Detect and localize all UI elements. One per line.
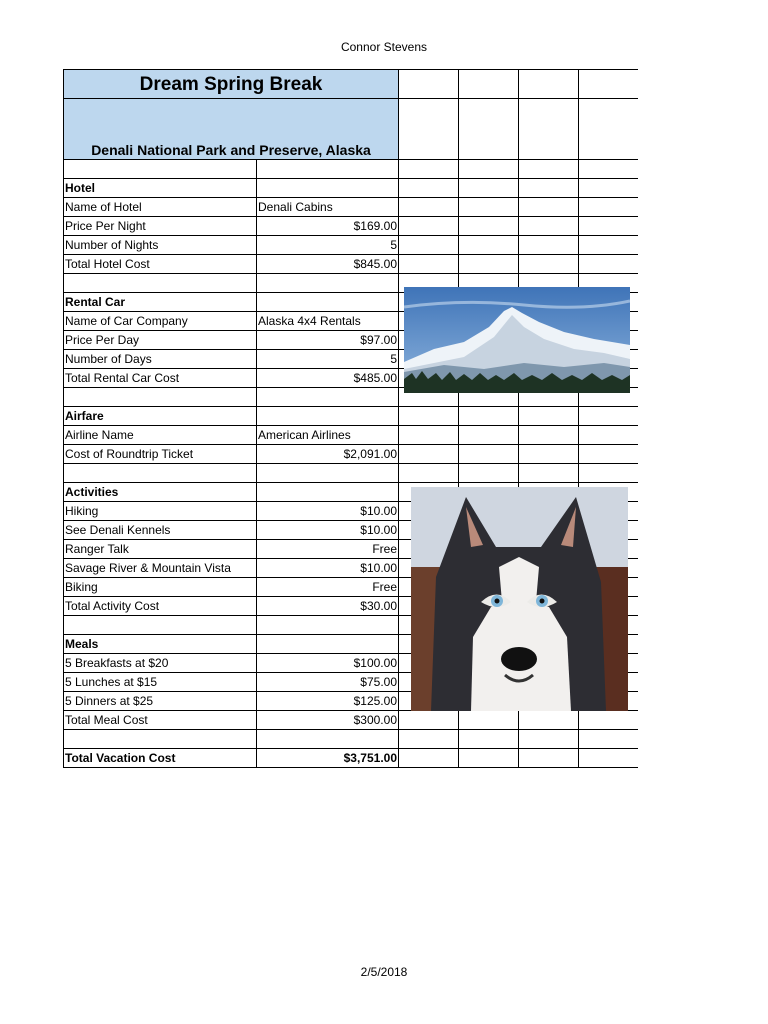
empty-cell[interactable] (399, 749, 459, 768)
empty-cell[interactable] (399, 255, 459, 274)
rental-car-item-label[interactable]: Total Rental Car Cost (64, 369, 257, 388)
rental-car-item-value[interactable]: $485.00 (257, 369, 399, 388)
hotel-item-row (64, 198, 639, 217)
airfare-item-row (64, 445, 639, 464)
empty-cell[interactable] (257, 730, 399, 749)
activity-item-label[interactable]: Biking (64, 578, 257, 597)
empty-cell[interactable] (399, 426, 459, 445)
meal-item-label[interactable]: 5 Breakfasts at $20 (64, 654, 257, 673)
denali-mountain-photo (404, 287, 630, 393)
empty-cell[interactable] (519, 464, 579, 483)
activity-item-value[interactable]: $30.00 (257, 597, 399, 616)
total-vacation-cost-label[interactable]: Total Vacation Cost (64, 749, 257, 768)
activity-item-value[interactable]: Free (257, 578, 399, 597)
empty-cell[interactable] (579, 426, 639, 445)
empty-cell[interactable] (579, 730, 639, 749)
empty-cell[interactable] (579, 198, 639, 217)
empty-cell[interactable] (459, 426, 519, 445)
rental-car-item-label[interactable]: Number of Days (64, 350, 257, 369)
meal-item-label[interactable]: 5 Dinners at $25 (64, 692, 257, 711)
empty-cell[interactable] (519, 255, 579, 274)
activity-item-value[interactable]: $10.00 (257, 521, 399, 540)
hotel-heading: Hotel (64, 179, 257, 198)
meal-item-value[interactable]: $100.00 (257, 654, 399, 673)
hotel-item-label[interactable]: Total Hotel Cost (64, 255, 257, 274)
empty-cell[interactable] (399, 445, 459, 464)
airfare-item-value[interactable]: American Airlines (257, 426, 399, 445)
empty-cell[interactable] (459, 464, 519, 483)
empty-cell[interactable] (257, 635, 399, 654)
empty-cell[interactable] (579, 217, 639, 236)
hotel-item-value[interactable]: $169.00 (257, 217, 399, 236)
empty-cell[interactable] (459, 711, 519, 730)
rental-car-item-label[interactable]: Price Per Day (64, 331, 257, 350)
empty-cell[interactable] (399, 730, 459, 749)
hotel-item-row (64, 217, 639, 236)
empty-cell[interactable] (579, 407, 639, 426)
empty-cell[interactable] (579, 179, 639, 198)
empty-cell[interactable] (579, 236, 639, 255)
meal-item-label[interactable]: 5 Lunches at $15 (64, 673, 257, 692)
activity-item-label[interactable]: Savage River & Mountain Vista (64, 559, 257, 578)
empty-cell[interactable] (459, 236, 519, 255)
empty-cell[interactable] (257, 407, 399, 426)
airfare-item-row (64, 426, 639, 445)
empty-cell[interactable] (399, 198, 459, 217)
activity-item-label[interactable]: Ranger Talk (64, 540, 257, 559)
empty-cell[interactable] (257, 464, 399, 483)
hotel-item-row (64, 236, 639, 255)
activity-item-value[interactable]: $10.00 (257, 502, 399, 521)
empty-cell[interactable] (519, 217, 579, 236)
empty-cell[interactable] (64, 616, 257, 635)
page-header-author: Connor Stevens (340, 40, 428, 54)
empty-cell[interactable] (399, 711, 459, 730)
empty-cell[interactable] (519, 445, 579, 464)
rental-car-item-label[interactable]: Name of Car Company (64, 312, 257, 331)
empty-cell[interactable] (257, 274, 399, 293)
activity-item-label[interactable]: Total Activity Cost (64, 597, 257, 616)
empty-cell[interactable] (399, 217, 459, 236)
rental-car-item-value[interactable]: Alaska 4x4 Rentals (257, 312, 399, 331)
empty-cell[interactable] (257, 179, 399, 198)
meal-heading: Meals (64, 635, 257, 654)
activity-item-label[interactable]: Hiking (64, 502, 257, 521)
total-vacation-cost-row (64, 749, 639, 768)
activity-heading: Activities (64, 483, 257, 502)
blank-row (64, 464, 639, 483)
empty-cell[interactable] (519, 198, 579, 217)
empty-cell[interactable] (459, 445, 519, 464)
rental-car-item-value[interactable]: $97.00 (257, 331, 399, 350)
blank-row (64, 160, 639, 179)
empty-cell[interactable] (64, 730, 257, 749)
empty-cell[interactable] (459, 407, 519, 426)
hotel-item-value[interactable]: 5 (257, 236, 399, 255)
blank-row (64, 730, 639, 749)
empty-cell[interactable] (399, 236, 459, 255)
page-footer-date: 2/5/2018 (360, 965, 408, 979)
meal-item-row (64, 711, 639, 730)
total-vacation-cost-value[interactable]: $3,751.00 (257, 749, 399, 768)
meal-item-label[interactable]: Total Meal Cost (64, 711, 257, 730)
empty-cell[interactable] (579, 255, 639, 274)
sheet-subtitle: Denali National Park and Preserve, Alaska (64, 99, 399, 160)
empty-cell[interactable] (399, 407, 459, 426)
meal-item-value[interactable]: $75.00 (257, 673, 399, 692)
empty-cell[interactable] (519, 426, 579, 445)
empty-cell[interactable] (579, 749, 639, 768)
empty-cell[interactable] (459, 179, 519, 198)
hotel-item-row (64, 255, 639, 274)
empty-cell[interactable] (459, 217, 519, 236)
title-row (64, 70, 639, 99)
rental-car-heading: Rental Car (64, 293, 257, 312)
empty-cell[interactable] (519, 749, 579, 768)
activity-item-label[interactable]: See Denali Kennels (64, 521, 257, 540)
empty-cell[interactable] (519, 236, 579, 255)
empty-cell[interactable] (257, 160, 399, 179)
subtitle-row (64, 99, 639, 160)
empty-cell[interactable] (257, 293, 399, 312)
empty-cell[interactable] (257, 616, 399, 635)
empty-cell[interactable] (459, 255, 519, 274)
husky-dog-photo (411, 487, 628, 711)
airfare-heading: Airfare (64, 407, 257, 426)
sheet-title: Dream Spring Break (64, 70, 399, 99)
empty-cell[interactable] (579, 160, 639, 179)
empty-cell[interactable] (459, 730, 519, 749)
empty-cell[interactable] (257, 483, 399, 502)
empty-cell[interactable] (399, 179, 459, 198)
empty-cell[interactable] (257, 388, 399, 407)
empty-cell[interactable] (64, 464, 257, 483)
empty-cell[interactable] (64, 388, 257, 407)
airfare-item-value[interactable]: $2,091.00 (257, 445, 399, 464)
rental-car-item-value[interactable]: 5 (257, 350, 399, 369)
empty-cell[interactable] (519, 160, 579, 179)
empty-cell[interactable] (459, 160, 519, 179)
hotel-item-value[interactable]: $845.00 (257, 255, 399, 274)
meal-item-value[interactable]: $125.00 (257, 692, 399, 711)
airfare-item-label[interactable]: Airline Name (64, 426, 257, 445)
empty-cell[interactable] (519, 730, 579, 749)
empty-cell[interactable] (399, 160, 459, 179)
empty-cell[interactable] (519, 179, 579, 198)
empty-cell[interactable] (579, 711, 639, 730)
hotel-item-label[interactable]: Name of Hotel (64, 198, 257, 217)
hotel-item-value[interactable]: Denali Cabins (257, 198, 399, 217)
empty-cell[interactable] (519, 407, 579, 426)
empty-cell[interactable] (64, 160, 257, 179)
empty-cell[interactable] (64, 274, 257, 293)
hotel-item-label[interactable]: Number of Nights (64, 236, 257, 255)
empty-cell[interactable] (579, 445, 639, 464)
empty-cell[interactable] (459, 749, 519, 768)
airfare-heading-row (64, 407, 639, 426)
hotel-heading-row (64, 179, 639, 198)
empty-cell[interactable] (459, 198, 519, 217)
hotel-item-label[interactable]: Price Per Night (64, 217, 257, 236)
activity-item-value[interactable]: Free (257, 540, 399, 559)
activity-item-value[interactable]: $10.00 (257, 559, 399, 578)
meal-item-value[interactable]: $300.00 (257, 711, 399, 730)
empty-cell[interactable] (579, 464, 639, 483)
airfare-item-label[interactable]: Cost of Roundtrip Ticket (64, 445, 257, 464)
empty-cell[interactable] (399, 464, 459, 483)
empty-cell[interactable] (519, 711, 579, 730)
